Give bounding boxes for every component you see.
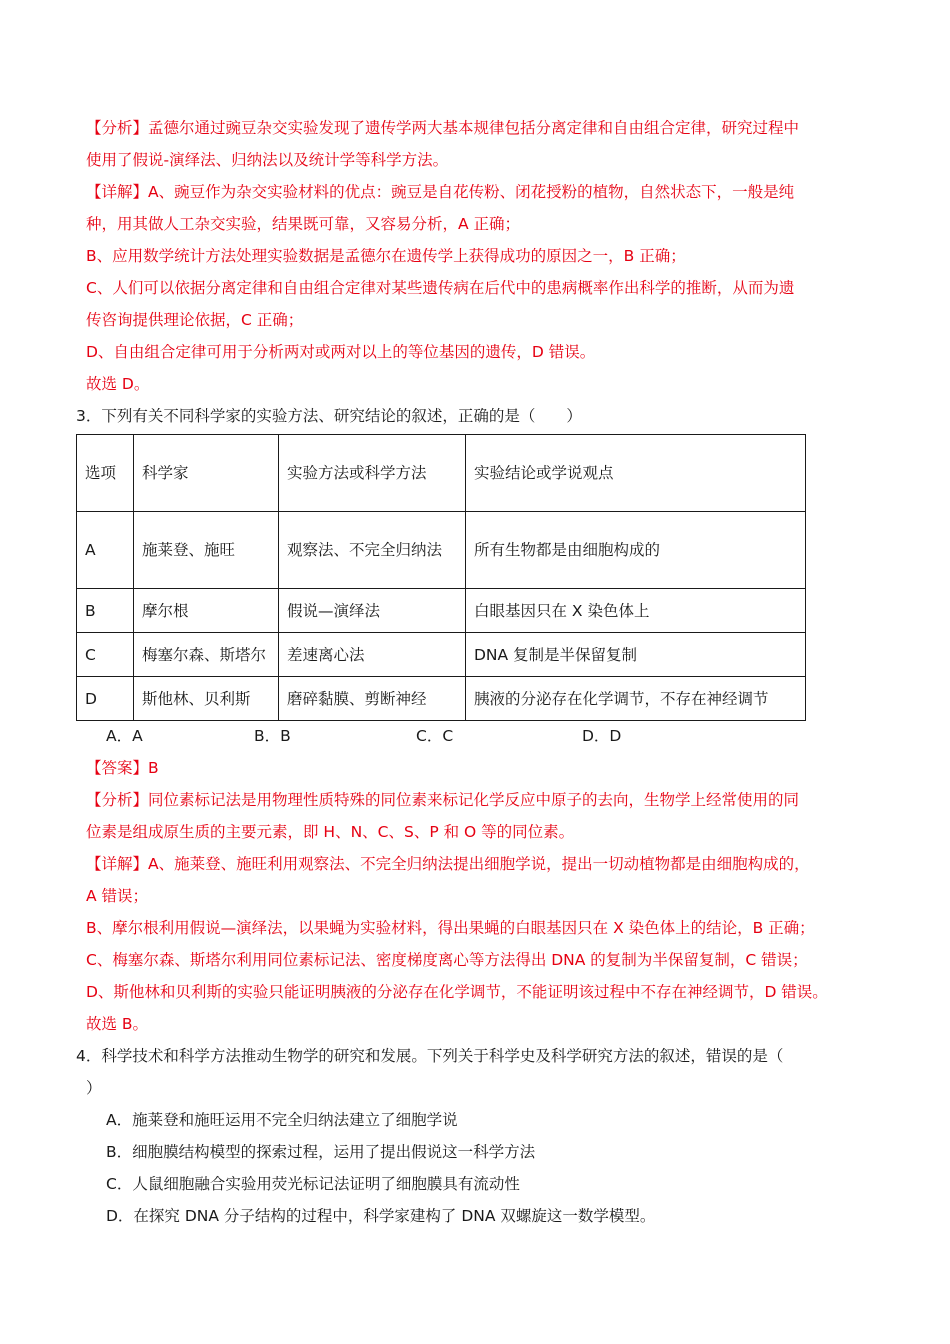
- table-cell: 所有生物都是由细胞构成的: [466, 512, 806, 589]
- detail-line: D、自由组合定律可用于分析两对或两对以上的等位基因的遗传，D 错误。: [86, 343, 596, 361]
- analysis-line: 位素是组成原生质的主要元素，即 H、N、C、S、P 和 O 等的同位素。: [86, 823, 575, 841]
- detail-line: 传咨询提供理论依据，C 正确；: [86, 311, 304, 329]
- option-b[interactable]: B．B: [254, 727, 291, 745]
- table-cell: 差速离心法: [279, 633, 466, 677]
- table-cell: 摩尔根: [134, 589, 279, 633]
- question-3-table: [76, 434, 806, 721]
- table-header-row: [77, 435, 806, 512]
- detail-line: 种，用其做人工杂交实验，结果既可靠，又容易分析，A 正确；: [86, 215, 521, 233]
- table-header-cell: 科学家: [134, 435, 279, 512]
- option-d[interactable]: D．D: [582, 727, 622, 745]
- table-cell: 梅塞尔森、斯塔尔: [134, 633, 279, 677]
- table-cell: 假说—演绎法: [279, 589, 466, 633]
- table-cell: A: [77, 512, 134, 589]
- table-header-cell: 选项: [77, 435, 134, 512]
- table-row: [77, 512, 806, 589]
- conclusion-line: 故选 D。: [86, 375, 150, 393]
- option-c[interactable]: C．C: [416, 727, 454, 745]
- question-3-options: [106, 726, 706, 746]
- detail-line: 【详解】A、豌豆作为杂交实验材料的优点：豌豆是自花传粉、闭花授粉的植物，自然状态下，一般是纯: [86, 183, 795, 201]
- detail-line: D、斯他林和贝利斯的实验只能证明胰液的分泌存在化学调节，不能证明该过程中不存在神经调节，D 错误。: [86, 983, 828, 1001]
- table-cell: DNA 复制是半保留复制: [466, 633, 806, 677]
- choice-b[interactable]: B．细胞膜结构模型的探索过程，运用了提出假说这一科学方法: [106, 1143, 536, 1161]
- detail-line: B、应用数学统计方法处理实验数据是孟德尔在遗传学上获得成功的原因之一，B 正确；: [86, 247, 686, 265]
- option-a[interactable]: A．A: [106, 727, 143, 745]
- table-row: [77, 589, 806, 633]
- table-cell: 观察法、不完全归纳法: [279, 512, 466, 589]
- table-header-cell: 实验方法或科学方法: [279, 435, 466, 512]
- table-cell: 施莱登、施旺: [134, 512, 279, 589]
- table-row: [77, 633, 806, 677]
- question-4-stem: 4．科学技术和科学方法推动生物学的研究和发展。下列关于科学史及科学研究方法的叙述，错误的是（: [76, 1047, 784, 1065]
- analysis-line: 【分析】孟德尔通过豌豆杂交实验发现了遗传学两大基本规律包括分离定律和自由组合定律，研究过程中: [86, 119, 800, 137]
- table-cell: B: [77, 589, 134, 633]
- analysis-line: 使用了假说-演绎法、归纳法以及统计学等科学方法。: [86, 151, 449, 169]
- detail-line: C、梅塞尔森、斯塔尔利用同位素标记法、密度梯度离心等方法得出 DNA 的复制为半保留复制，C 错误；: [86, 951, 808, 969]
- analysis-line: 【分析】同位素标记法是用物理性质特殊的同位素来标记化学反应中原子的去向，生物学上经常使用的同: [86, 791, 800, 809]
- table-cell: 斯他林、贝利斯: [134, 677, 279, 721]
- table-cell: 白眼基因只在 X 染色体上: [466, 589, 806, 633]
- table-cell: 胰液的分泌存在化学调节，不存在神经调节: [466, 677, 806, 721]
- table-cell: C: [77, 633, 134, 677]
- choice-a[interactable]: A．施莱登和施旺运用不完全归纳法建立了细胞学说: [106, 1111, 458, 1129]
- question-3-stem: 3．下列有关不同科学家的实验方法、研究结论的叙述，正确的是（ ）: [76, 407, 582, 425]
- question-4-stem-cont: ）: [86, 1079, 102, 1097]
- choice-d[interactable]: D．在探究 DNA 分子结构的过程中，科学家建构了 DNA 双螺旋这一数学模型。: [106, 1207, 656, 1225]
- conclusion-line: 故选 B。: [86, 1015, 149, 1033]
- choice-c[interactable]: C．人鼠细胞融合实验用荧光标记法证明了细胞膜具有流动性: [106, 1175, 520, 1193]
- answer-line: 【答案】B: [86, 759, 159, 777]
- table-row: [77, 677, 806, 721]
- table-header-cell: 实验结论或学说观点: [466, 435, 806, 512]
- detail-line: A 错误；: [86, 887, 149, 905]
- detail-line: B、摩尔根利用假说—演绎法，以果蝇为实验材料，得出果蝇的白眼基因只在 X 染色体上的结论，B 正确；: [86, 919, 815, 937]
- detail-line: C、人们可以依据分离定律和自由组合定律对某些遗传病在后代中的患病概率作出科学的推断，从而为遗: [86, 279, 795, 297]
- detail-line: 【详解】A、施莱登、施旺利用观察法、不完全归纳法提出细胞学说，提出一切动植物都是由细胞构成的，: [86, 855, 810, 873]
- table-cell: 磨碎黏膜、剪断神经: [279, 677, 466, 721]
- table-cell: D: [77, 677, 134, 721]
